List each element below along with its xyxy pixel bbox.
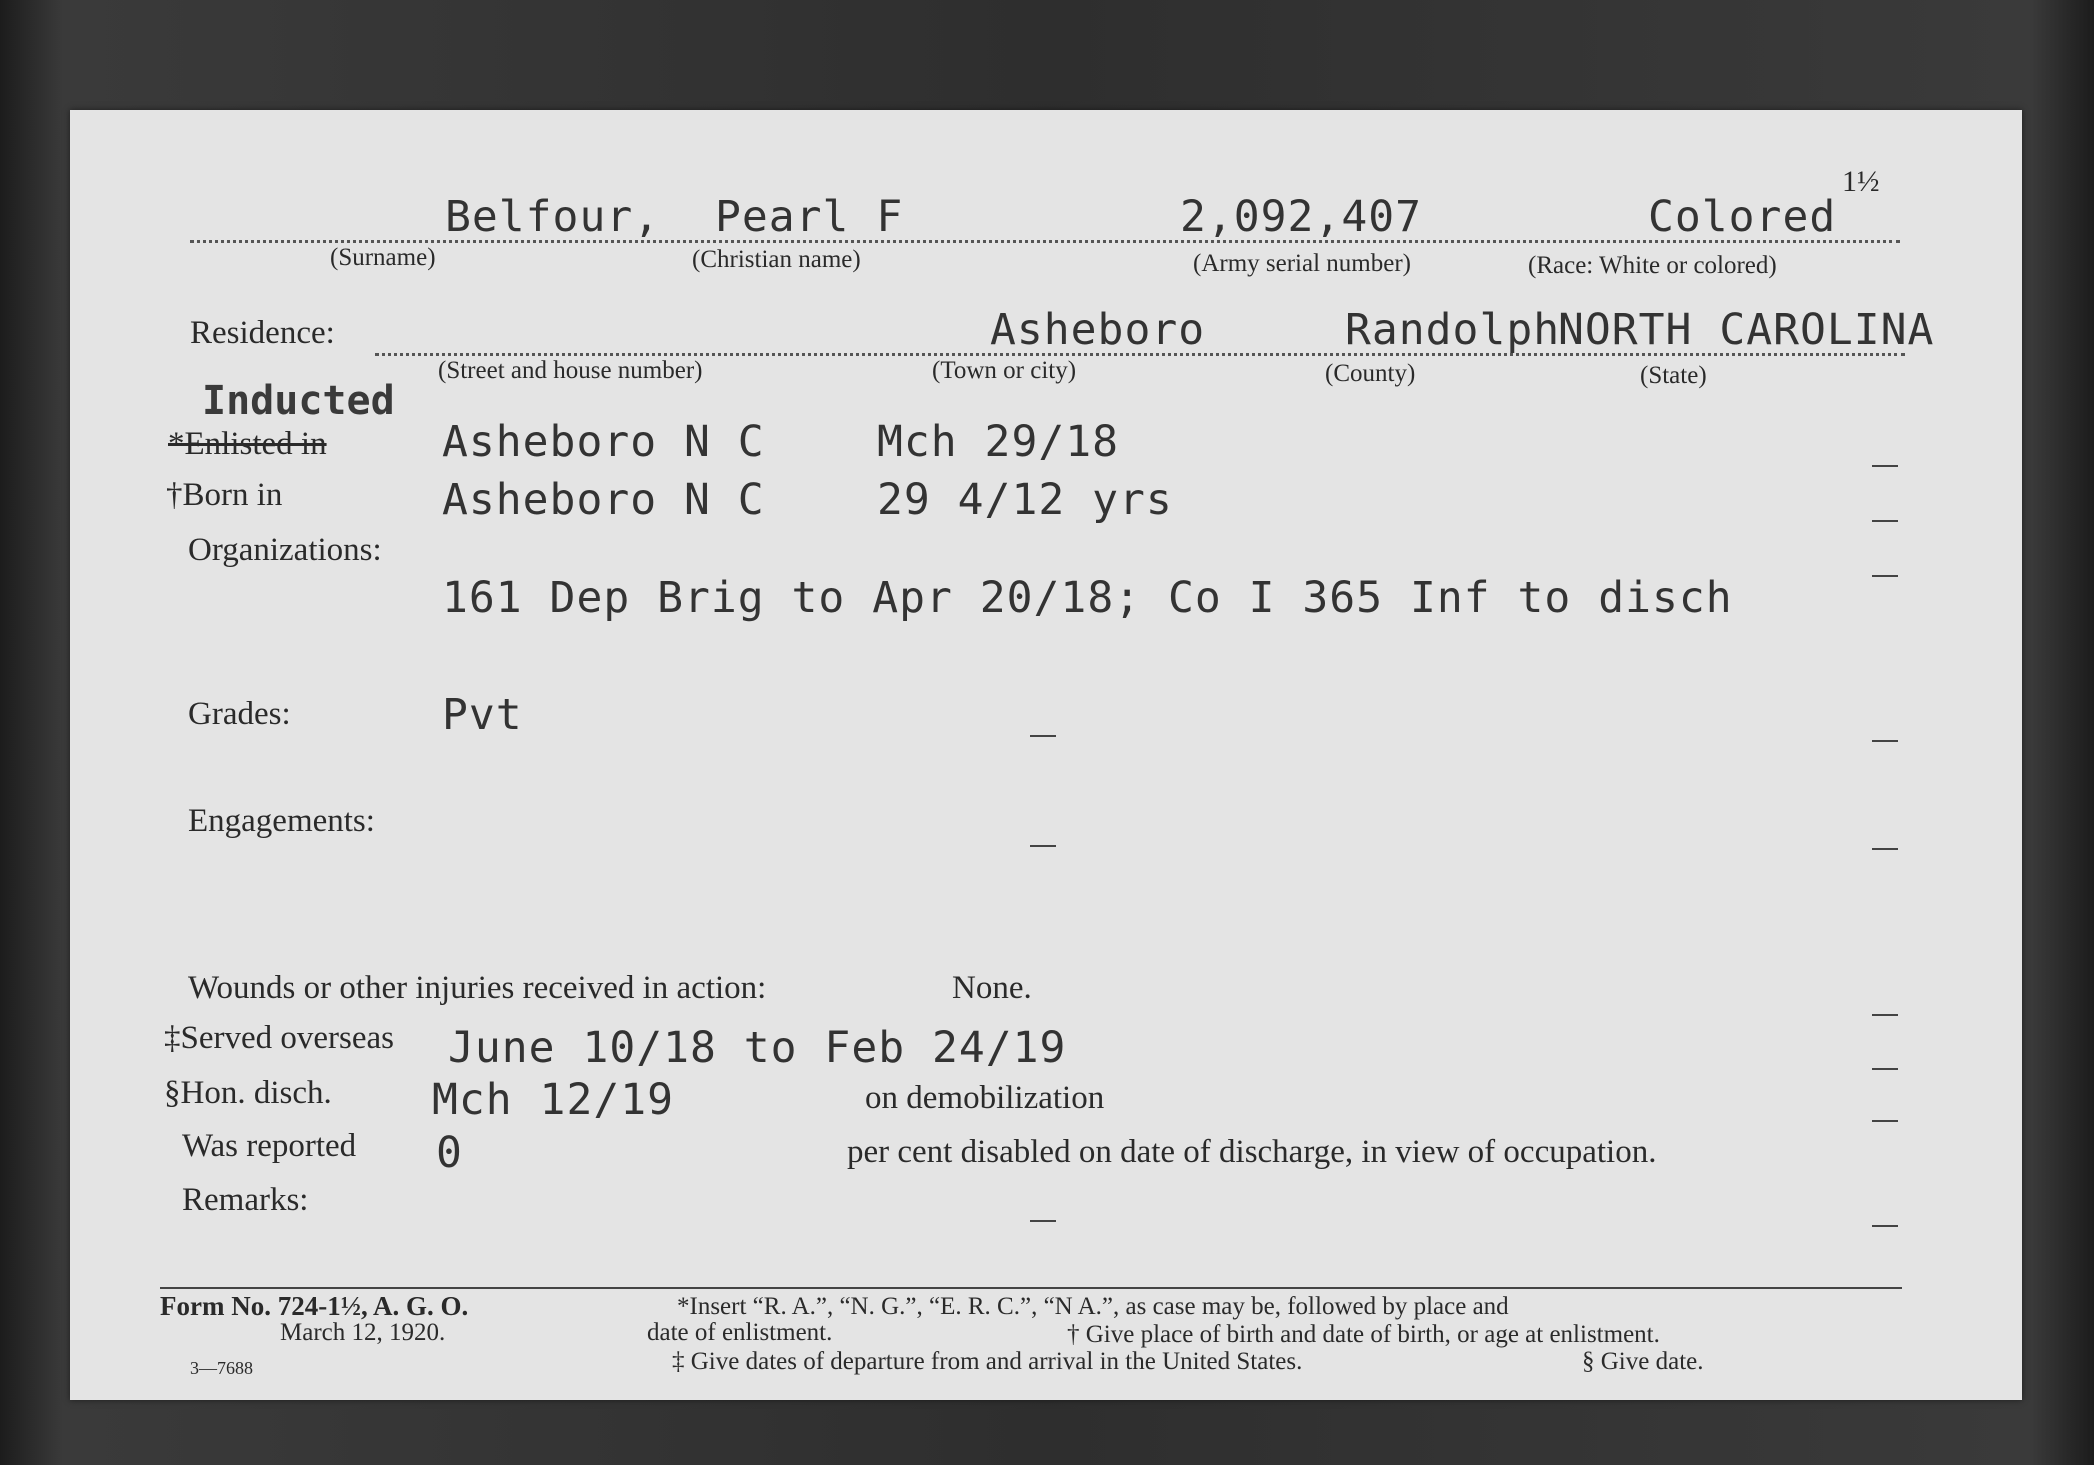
margin-dash <box>1872 1225 1898 1227</box>
surname-value: Belfour, <box>445 192 661 242</box>
town-caption: (Town or city) <box>932 357 1077 384</box>
organizations-value: 161 Dep Brig to Apr 20/18; Co I 365 Inf to disch <box>442 573 1733 623</box>
state-value: NORTH CAROLINA <box>1558 305 1935 355</box>
wounds-label: Wounds or other injuries received in action: <box>188 970 767 1006</box>
reported-label: Was reported <box>182 1128 357 1164</box>
enlisted-date-value: Mch 29/18 <box>877 417 1119 467</box>
service-record-card <box>70 110 2022 1400</box>
residence-label: Residence: <box>190 315 335 351</box>
name-line <box>190 240 1900 243</box>
christian-name-caption: (Christian name) <box>692 246 861 273</box>
footnote-birth: † Give place of birth and date of birth, or age at enlistment. <box>1067 1321 1660 1348</box>
serial-number-value: 2,092,407 <box>1180 192 1422 242</box>
discharge-label: §Hon. disch. <box>164 1075 332 1111</box>
county-caption: (County) <box>1325 360 1416 387</box>
mid-dash <box>1030 1220 1056 1222</box>
grades-value: Pvt <box>442 690 523 740</box>
reported-value: 0 <box>436 1128 463 1178</box>
margin-dash <box>1872 520 1898 522</box>
mid-dash <box>1030 845 1056 847</box>
footnote-insert: *Insert “R. A.”, “N. G.”, “E. R. C.”, “N A.”, as case may be, followed by place and <box>677 1293 1509 1320</box>
town-value: Asheboro <box>990 305 1206 355</box>
residence-line <box>375 353 1905 356</box>
discharge-reason-value: on demobilization <box>865 1080 1105 1116</box>
footnote-overseas: ‡ Give dates of departure from and arrival in the United States. <box>672 1348 1303 1375</box>
born-place-value: Asheboro N C <box>442 475 765 525</box>
engagements-label: Engagements: <box>188 803 375 839</box>
born-age-value: 29 4/12 yrs <box>877 475 1173 525</box>
margin-dash <box>1872 848 1898 850</box>
margin-dash <box>1872 740 1898 742</box>
form-date: March 12, 1920. <box>280 1319 446 1346</box>
footnote-enlistment: date of enlistment. <box>647 1319 833 1346</box>
margin-dash <box>1872 575 1898 577</box>
overseas-label: ‡Served overseas <box>164 1020 395 1056</box>
inducted-handwritten-label: Inducted <box>202 378 395 424</box>
surname-caption: (Surname) <box>330 244 436 271</box>
margin-dash <box>1872 1014 1898 1016</box>
margin-dash <box>1872 465 1898 467</box>
born-label: †Born in <box>166 477 283 513</box>
organizations-label: Organizations: <box>188 532 382 568</box>
state-caption: (State) <box>1640 362 1707 389</box>
corner-mark: 1½ <box>1842 165 1880 198</box>
margin-dash <box>1872 1068 1898 1070</box>
christian-name-value: Pearl F <box>715 192 904 242</box>
race-caption: (Race: White or colored) <box>1528 252 1777 279</box>
footnote-discharge: § Give date. <box>1582 1348 1704 1375</box>
mid-dash <box>1030 735 1056 737</box>
overseas-value: June 10/18 to Feb 24/19 <box>448 1023 1067 1073</box>
reported-text: per cent disabled on date of discharge, in view of occupation. <box>847 1134 1657 1170</box>
remarks-label: Remarks: <box>182 1182 309 1218</box>
discharge-date-value: Mch 12/19 <box>432 1075 674 1125</box>
footer-rule <box>160 1287 1902 1289</box>
enlisted-place-value: Asheboro N C <box>442 417 765 467</box>
street-caption: (Street and house number) <box>438 357 703 384</box>
enlisted-label: *Enlisted in <box>168 426 327 462</box>
county-value: Randolph <box>1345 305 1561 355</box>
serial-number-caption: (Army serial number) <box>1193 250 1411 277</box>
print-code: 3—7688 <box>190 1358 253 1378</box>
form-number: Form No. 724-1½, A. G. O. <box>160 1291 469 1321</box>
grades-label: Grades: <box>188 696 291 732</box>
race-value: Colored <box>1648 192 1837 242</box>
margin-dash <box>1872 1120 1898 1122</box>
wounds-value: None. <box>952 970 1032 1006</box>
